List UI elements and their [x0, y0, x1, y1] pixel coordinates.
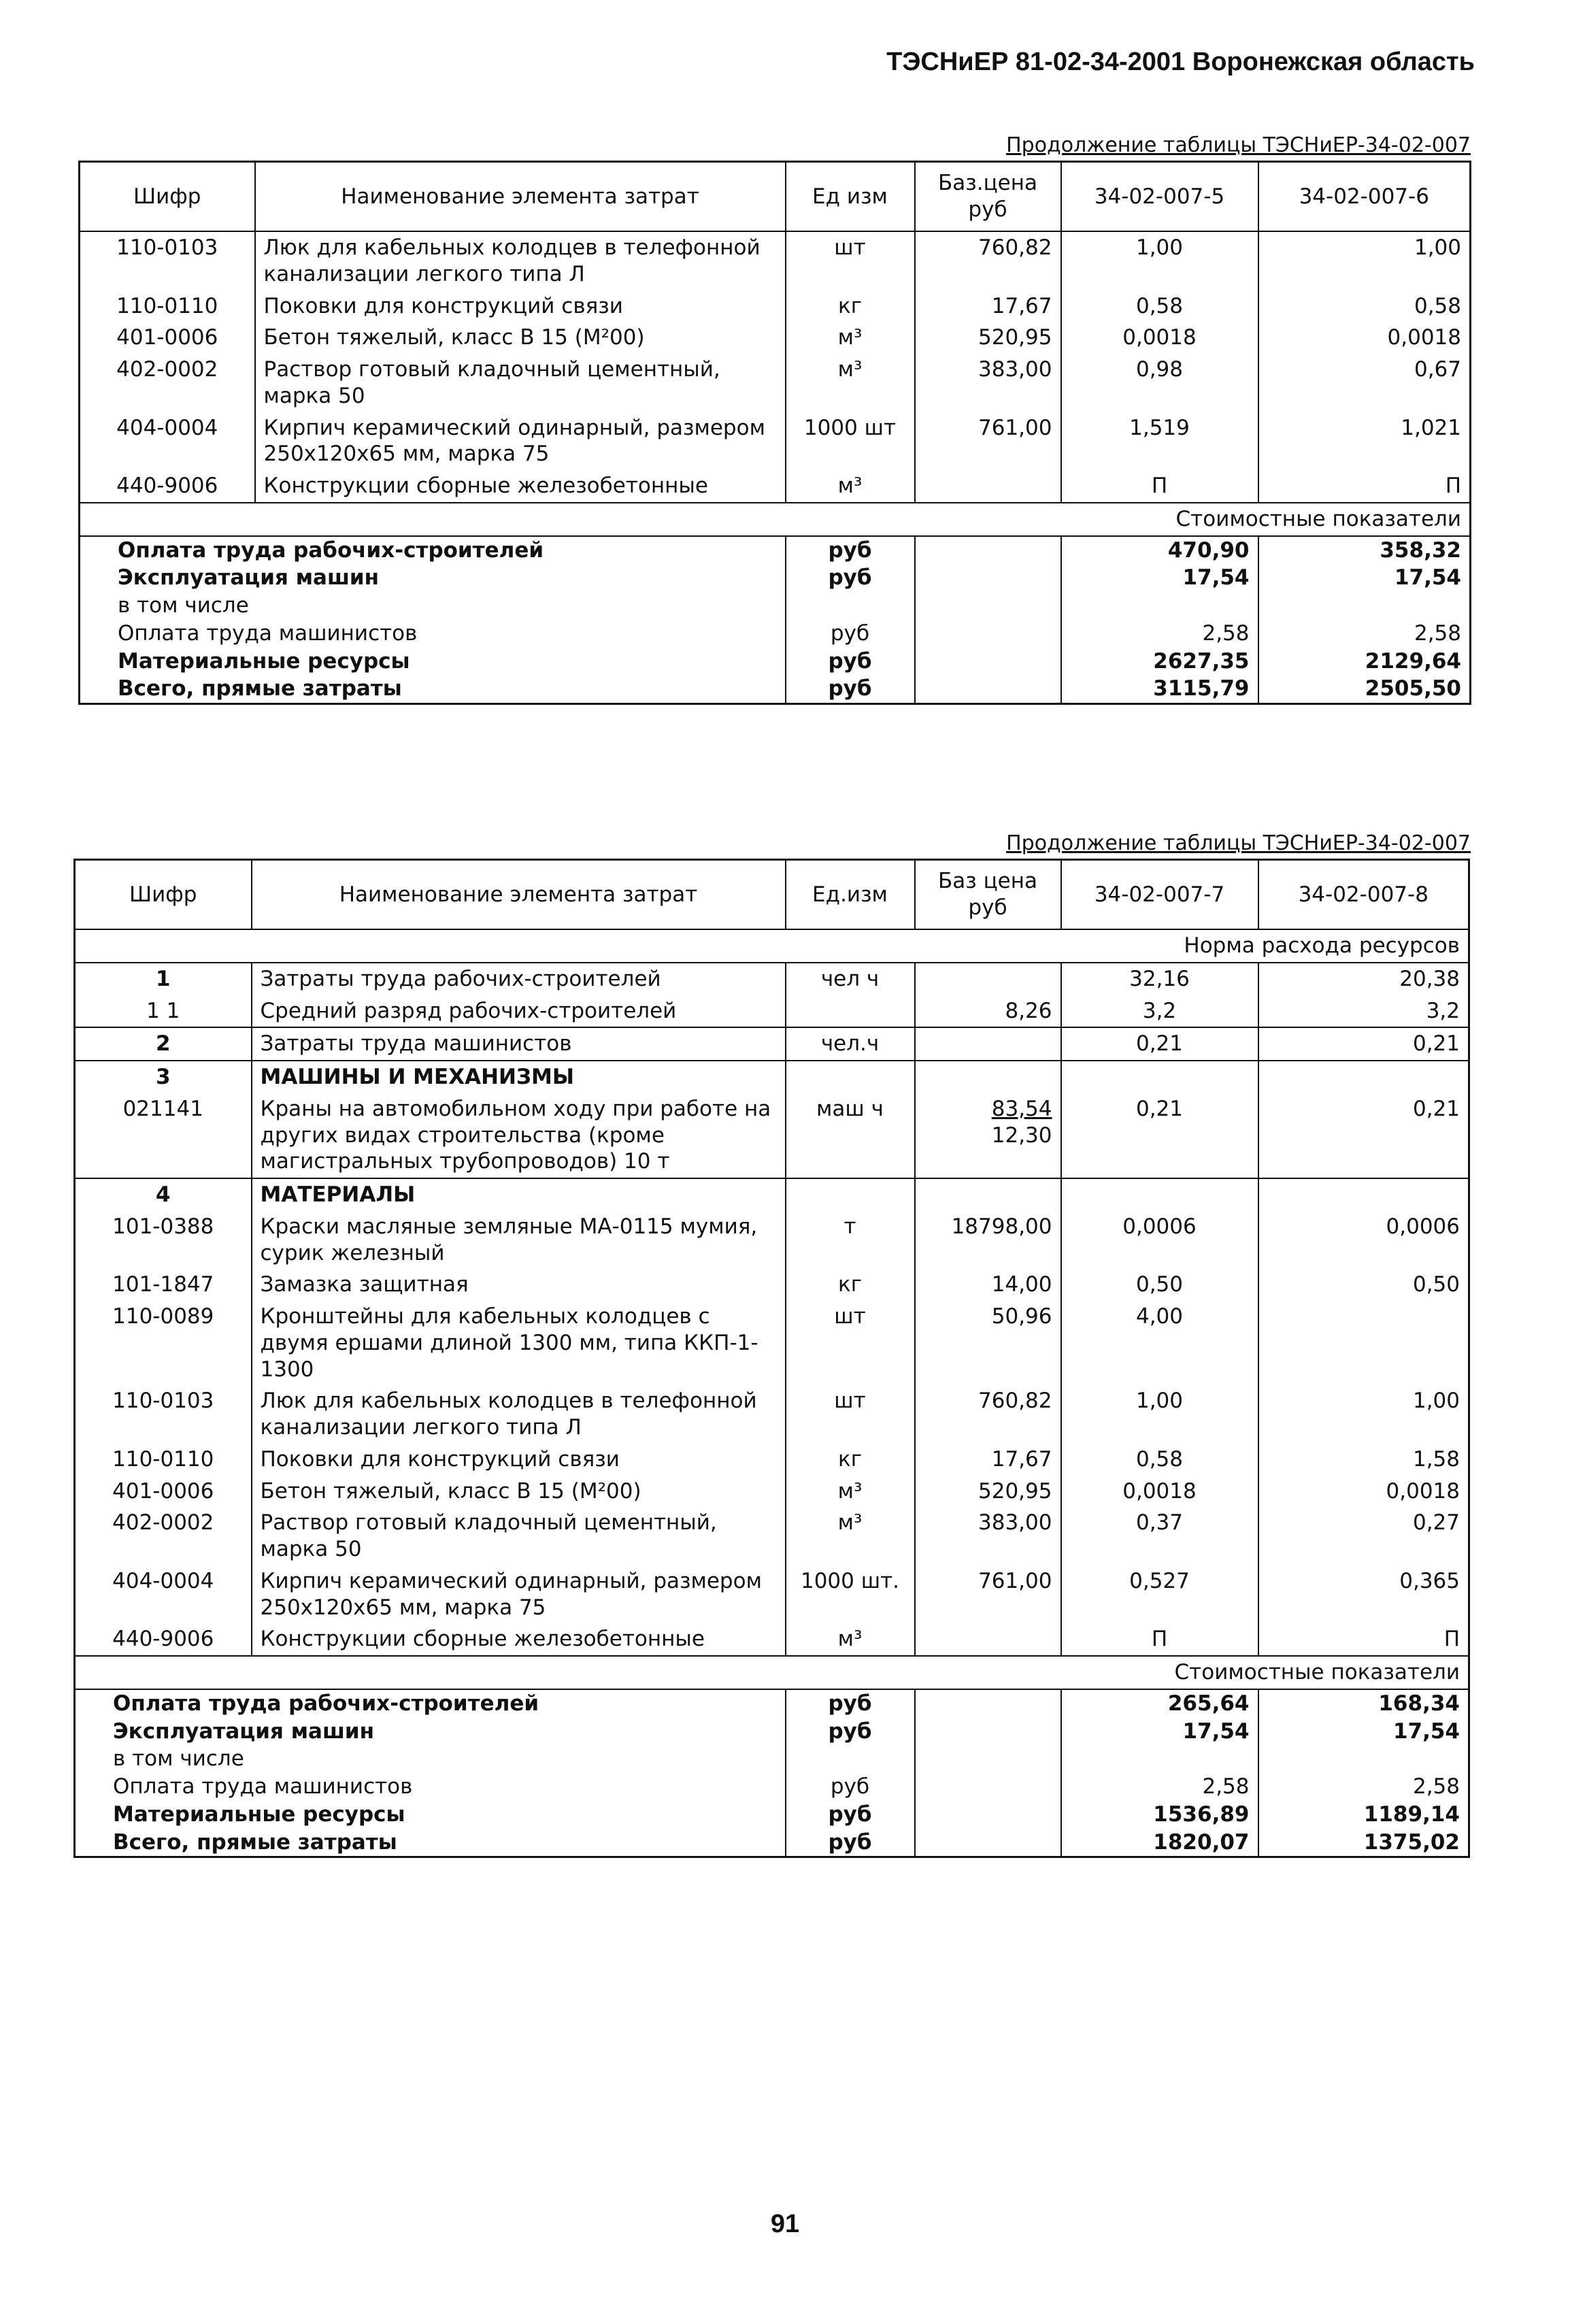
row-code: 3 [75, 1061, 252, 1093]
cost-unit: руб [786, 1829, 915, 1857]
row-name: Затраты труда рабочих-строителей [252, 963, 786, 995]
row-rate-b: П [1258, 470, 1471, 503]
cost-unit: руб [786, 675, 915, 703]
cost-row [80, 648, 1471, 676]
row-rate-a: 0,21 [1061, 1093, 1258, 1178]
table-row [75, 1385, 1469, 1444]
row-base-price [915, 470, 1061, 503]
row-rate-a: 1,00 [1061, 231, 1258, 290]
cost-empty [915, 1829, 1061, 1857]
row-machinist-price-value: 12,30 [991, 1123, 1052, 1148]
cost-unit: руб [786, 564, 915, 592]
row-rate-a: 1,519 [1061, 412, 1258, 471]
row-base-price: 760,82 [915, 231, 1061, 290]
column-header-rate-a: 34-02-007-5 [1061, 162, 1258, 232]
table-row [75, 1027, 1469, 1061]
row-unit: м³ [786, 1623, 915, 1656]
cost-unit: руб [786, 1718, 915, 1746]
row-name: Поковки для конструкций связи [252, 1444, 786, 1476]
row-unit: шт [786, 231, 915, 290]
cost-value-b: 2,58 [1258, 620, 1471, 648]
table-row [80, 322, 1471, 354]
cost-value-a: 17,54 [1061, 564, 1258, 592]
row-name: МАТЕРИАЛЫ [252, 1178, 786, 1211]
table-row [75, 1178, 1469, 1211]
row-rate-a: 0,50 [1061, 1269, 1258, 1301]
row-name: Раствор готовый кладочный цементный, марка 50 [255, 354, 786, 412]
cost-header-row [80, 503, 1471, 536]
table1-caption: Продолжение таблицы ТЭСНиЕР-34-02-007 [1006, 133, 1471, 157]
cost-empty [915, 1689, 1061, 1718]
row-base-price: 520,95 [915, 322, 1061, 354]
row-name: Конструкции сборные железобетонные [252, 1623, 786, 1656]
table1-body [80, 231, 1471, 704]
cost-row [80, 536, 1471, 565]
row-rate-a: 0,37 [1061, 1507, 1258, 1565]
norm-header-row [75, 929, 1469, 963]
row-unit: 1000 шт. [786, 1565, 915, 1624]
row-name: Краны на автомобильном ходу при работе на других видах строительства (кроме магистральных трубопроводов) 10 т [252, 1093, 786, 1178]
row-rate-b [1258, 1061, 1469, 1093]
row-base-price: 383,00 [915, 354, 1061, 412]
resource-table-2 [73, 859, 1470, 1858]
row-code: 101-0388 [75, 1211, 252, 1269]
cost-unit [786, 592, 915, 620]
row-base-price: 17,67 [915, 1444, 1061, 1476]
cost-value-a: 1536,89 [1061, 1801, 1258, 1829]
table-row [80, 290, 1471, 322]
row-rate-b: 3,2 [1258, 995, 1469, 1028]
row-base-price: 18798,00 [915, 1211, 1061, 1269]
row-rate-b: 0,365 [1258, 1565, 1469, 1624]
row-code: 110-0110 [75, 1444, 252, 1476]
row-code: 401-0006 [75, 1476, 252, 1508]
row-base-price: 383,00 [915, 1507, 1061, 1565]
row-code: 110-0103 [75, 1385, 252, 1444]
row-code: 440-9006 [80, 470, 255, 503]
cost-label: в том числе [75, 1745, 786, 1773]
row-name: Кирпич керамический одинарный, размером 250х120х65 мм, марка 75 [252, 1565, 786, 1624]
cost-value-b [1258, 592, 1471, 620]
cost-value-b: 17,54 [1258, 1718, 1469, 1746]
cost-row [80, 564, 1471, 592]
cost-value-b: 2129,64 [1258, 648, 1471, 676]
cost-row [75, 1745, 1469, 1773]
row-rate-a: 0,527 [1061, 1565, 1258, 1624]
table-row [75, 1061, 1469, 1093]
table-row [75, 1476, 1469, 1508]
column-header-base-price: Баз.цена руб [915, 162, 1061, 232]
row-base-price [915, 1093, 1061, 1178]
row-rate-a: 0,58 [1061, 290, 1258, 322]
row-code: 1 [75, 963, 252, 995]
column-header-rate-b: 34-02-007-8 [1258, 860, 1469, 930]
cost-header-row [75, 1656, 1469, 1689]
cost-unit: руб [786, 1689, 915, 1718]
cost-row [75, 1718, 1469, 1746]
cost-row [80, 592, 1471, 620]
row-code: 110-0103 [80, 231, 255, 290]
column-header-rate-a: 34-02-007-7 [1061, 860, 1258, 930]
row-code: 021141 [75, 1093, 252, 1178]
row-code: 401-0006 [80, 322, 255, 354]
table-row [75, 1444, 1469, 1476]
cost-empty [915, 1801, 1061, 1829]
row-unit: чел ч [786, 963, 915, 995]
column-header-name: Наименование элемента затрат [255, 162, 786, 232]
row-code: 4 [75, 1178, 252, 1211]
row-name: Бетон тяжелый, класс В 15 (М²00) [252, 1476, 786, 1508]
row-rate-a: 3,2 [1061, 995, 1258, 1028]
table-header-row [75, 860, 1469, 930]
cost-label: Оплата труда рабочих-строителей [80, 536, 786, 565]
cost-unit: руб [786, 1773, 915, 1801]
table-row [80, 470, 1471, 503]
row-rate-b: 1,00 [1258, 1385, 1469, 1444]
row-code: 1 1 [75, 995, 252, 1028]
row-unit: м³ [786, 354, 915, 412]
row-base-price: 761,00 [915, 1565, 1061, 1624]
cost-value-a: 265,64 [1061, 1689, 1258, 1718]
row-base-price [915, 1178, 1061, 1211]
cost-unit [786, 1745, 915, 1773]
table-row [75, 963, 1469, 995]
cost-value-a [1061, 592, 1258, 620]
row-rate-a: 0,98 [1061, 354, 1258, 412]
cost-empty [915, 536, 1061, 565]
row-base-price-value: 83,54 [991, 1096, 1052, 1121]
column-header-code: Шифр [75, 860, 252, 930]
row-base-price: 50,96 [915, 1301, 1061, 1385]
cost-row [75, 1773, 1469, 1801]
row-base-price: 760,82 [915, 1385, 1061, 1444]
cost-value-a: 2627,35 [1061, 648, 1258, 676]
table-row [75, 995, 1469, 1028]
cost-label: Оплата труда машинистов [75, 1773, 786, 1801]
cost-empty [915, 675, 1061, 703]
row-rate-a: 0,0018 [1061, 322, 1258, 354]
cost-empty [915, 620, 1061, 648]
cost-label: Материальные ресурсы [75, 1801, 786, 1829]
row-unit: т [786, 1211, 915, 1269]
row-unit: шт [786, 1301, 915, 1385]
table-row [75, 1093, 1469, 1178]
cost-value-b: 358,32 [1258, 536, 1471, 565]
row-name: Бетон тяжелый, класс В 15 (М²00) [255, 322, 786, 354]
row-name: Кирпич керамический одинарный, размером 250х120х65 мм, марка 75 [255, 412, 786, 471]
row-rate-a: 0,0018 [1061, 1476, 1258, 1508]
column-header-unit: Ед.изм [786, 860, 915, 930]
table-row [75, 1211, 1469, 1269]
cost-row [75, 1689, 1469, 1718]
row-rate-a [1061, 1178, 1258, 1211]
row-name: Люк для кабельных колодцев в телефонной канализации легкого типа Л [252, 1385, 786, 1444]
row-name: Раствор готовый кладочный цементный, марка 50 [252, 1507, 786, 1565]
row-unit: 1000 шт [786, 412, 915, 471]
cost-value-a: 470,90 [1061, 536, 1258, 565]
row-unit: кг [786, 290, 915, 322]
cost-empty [915, 592, 1061, 620]
row-code: 404-0004 [75, 1565, 252, 1624]
row-rate-b: 0,58 [1258, 290, 1471, 322]
cost-empty [915, 648, 1061, 676]
row-base-price: 520,95 [915, 1476, 1061, 1508]
row-code: 110-0089 [75, 1301, 252, 1385]
table-row [75, 1623, 1469, 1656]
row-base-price: 8,26 [915, 995, 1061, 1028]
table-row [75, 1301, 1469, 1385]
cost-unit: руб [786, 1801, 915, 1829]
cost-label: Оплата труда рабочих-строителей [75, 1689, 786, 1718]
row-base-price [915, 1061, 1061, 1093]
row-unit [786, 1061, 915, 1093]
cost-row [75, 1801, 1469, 1829]
row-rate-a [1061, 1061, 1258, 1093]
cost-empty [915, 564, 1061, 592]
cost-value-b: 1189,14 [1258, 1801, 1469, 1829]
row-rate-b: 0,67 [1258, 354, 1471, 412]
row-name: Конструкции сборные железобетонные [255, 470, 786, 503]
row-rate-a: 1,00 [1061, 1385, 1258, 1444]
column-header-base-price: Баз цена руб [915, 860, 1061, 930]
cost-indicators-header: Стоимостные показатели [75, 1656, 1469, 1689]
cost-value-b: 2505,50 [1258, 675, 1471, 703]
row-rate-b: 0,0018 [1258, 1476, 1469, 1508]
resource-table-1 [78, 161, 1471, 705]
cost-value-b: 2,58 [1258, 1773, 1469, 1801]
row-code: 402-0002 [75, 1507, 252, 1565]
row-name: Люк для кабельных колодцев в телефонной канализации легкого типа Л [255, 231, 786, 290]
cost-label: в том числе [80, 592, 786, 620]
row-base-price [915, 1623, 1061, 1656]
row-rate-a: 0,0006 [1061, 1211, 1258, 1269]
cost-label: Оплата труда машинистов [80, 620, 786, 648]
cost-row [75, 1829, 1469, 1857]
table-row [75, 1269, 1469, 1301]
norm-header: Норма расхода ресурсов [75, 929, 1469, 963]
table2-body [75, 929, 1469, 1857]
cost-label: Материальные ресурсы [80, 648, 786, 676]
row-unit: маш ч [786, 1093, 915, 1178]
row-name: Поковки для конструкций связи [255, 290, 786, 322]
cost-row [80, 675, 1471, 703]
row-rate-b [1258, 1178, 1469, 1211]
row-unit: м³ [786, 1476, 915, 1508]
row-base-price [915, 963, 1061, 995]
row-code: 2 [75, 1027, 252, 1061]
row-name: Кронштейны для кабельных колодцев с двумя ершами длиной 1300 мм, типа ККП-1-1300 [252, 1301, 786, 1385]
document-header-title: ТЭСНиЕР 81-02-34-2001 Воронежская область [886, 48, 1475, 76]
row-rate-b: 0,50 [1258, 1269, 1469, 1301]
row-name: Замазка защитная [252, 1269, 786, 1301]
row-unit [786, 995, 915, 1028]
row-unit: м³ [786, 470, 915, 503]
cost-label: Эксплуатация машин [80, 564, 786, 592]
row-name: Краски масляные земляные МА-0115 мумия, сурик железный [252, 1211, 786, 1269]
table-header-row [80, 162, 1471, 232]
row-rate-b: 1,58 [1258, 1444, 1469, 1476]
cost-value-a [1061, 1745, 1258, 1773]
row-unit [786, 1178, 915, 1211]
table-row [80, 231, 1471, 290]
cost-value-b: 17,54 [1258, 564, 1471, 592]
page-number: 91 [770, 2210, 800, 2238]
row-unit: м³ [786, 1507, 915, 1565]
row-code: 404-0004 [80, 412, 255, 471]
row-name: Средний разряд рабочих-строителей [252, 995, 786, 1028]
row-rate-a: 0,58 [1061, 1444, 1258, 1476]
row-code: 440-9006 [75, 1623, 252, 1656]
row-name: Затраты труда машинистов [252, 1027, 786, 1061]
row-base-price: 17,67 [915, 290, 1061, 322]
row-name: МАШИНЫ И МЕХАНИЗМЫ [252, 1061, 786, 1093]
cost-value-b: 1375,02 [1258, 1829, 1469, 1857]
column-header-rate-b: 34-02-007-6 [1258, 162, 1471, 232]
row-base-price [915, 1027, 1061, 1061]
row-code: 101-1847 [75, 1269, 252, 1301]
row-unit: кг [786, 1444, 915, 1476]
row-rate-a: 32,16 [1061, 963, 1258, 995]
cost-value-a: 17,54 [1061, 1718, 1258, 1746]
row-rate-a: 0,21 [1061, 1027, 1258, 1061]
cost-empty [915, 1718, 1061, 1746]
row-rate-b: П [1258, 1623, 1469, 1656]
row-rate-a: П [1061, 470, 1258, 503]
row-code: 402-0002 [80, 354, 255, 412]
cost-unit: руб [786, 620, 915, 648]
row-code: 110-0110 [80, 290, 255, 322]
row-rate-a: 4,00 [1061, 1301, 1258, 1385]
column-header-name: Наименование элемента затрат [252, 860, 786, 930]
row-unit: чел.ч [786, 1027, 915, 1061]
row-base-price: 14,00 [915, 1269, 1061, 1301]
table-row [80, 412, 1471, 471]
row-rate-b: 0,0018 [1258, 322, 1471, 354]
cost-empty [915, 1745, 1061, 1773]
row-rate-b: 0,27 [1258, 1507, 1469, 1565]
cost-label: Эксплуатация машин [75, 1718, 786, 1746]
cost-label: Всего, прямые затраты [80, 675, 786, 703]
cost-unit: руб [786, 648, 915, 676]
cost-value-b: 168,34 [1258, 1689, 1469, 1718]
row-rate-a: П [1061, 1623, 1258, 1656]
cost-indicators-header: Стоимостные показатели [80, 503, 1471, 536]
cost-value-a: 1820,07 [1061, 1829, 1258, 1857]
row-base-price: 761,00 [915, 412, 1061, 471]
column-header-code: Шифр [80, 162, 255, 232]
cost-unit: руб [786, 536, 915, 565]
row-rate-b: 0,21 [1258, 1093, 1469, 1178]
row-rate-b: 20,38 [1258, 963, 1469, 995]
row-rate-b: 0,21 [1258, 1027, 1469, 1061]
cost-value-b [1258, 1745, 1469, 1773]
column-header-unit: Ед изм [786, 162, 915, 232]
row-unit: кг [786, 1269, 915, 1301]
table-row [75, 1565, 1469, 1624]
table-row [80, 354, 1471, 412]
row-rate-b: 1,021 [1258, 412, 1471, 471]
cost-label: Всего, прямые затраты [75, 1829, 786, 1857]
row-rate-b [1258, 1301, 1469, 1385]
table-row [75, 1507, 1469, 1565]
table2-caption: Продолжение таблицы ТЭСНиЕР-34-02-007 [1006, 831, 1471, 855]
row-unit: шт [786, 1385, 915, 1444]
cost-value-a: 2,58 [1061, 620, 1258, 648]
cost-empty [915, 1773, 1061, 1801]
row-rate-b: 0,0006 [1258, 1211, 1469, 1269]
cost-value-a: 2,58 [1061, 1773, 1258, 1801]
cost-row [80, 620, 1471, 648]
row-unit: м³ [786, 322, 915, 354]
cost-value-a: 3115,79 [1061, 675, 1258, 703]
row-rate-b: 1,00 [1258, 231, 1471, 290]
